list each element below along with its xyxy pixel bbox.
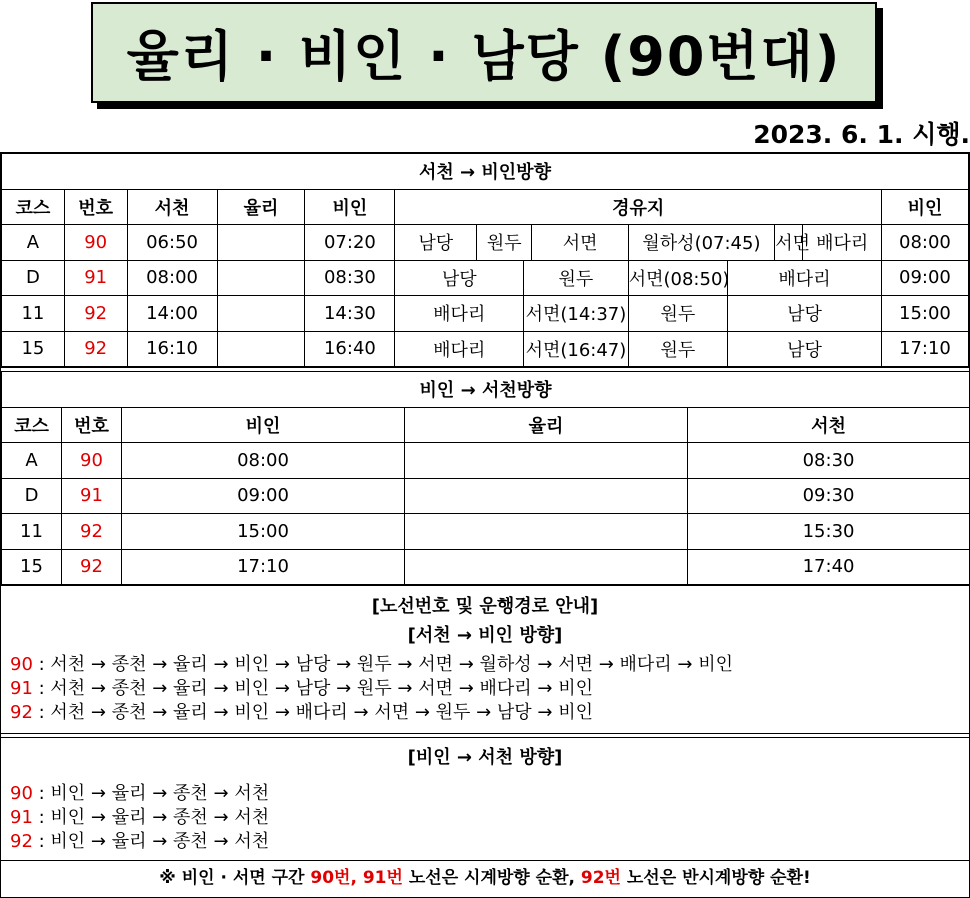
- route-number: 91: [62, 478, 122, 514]
- route-number: 90: [64, 225, 127, 261]
- col-number: 번호: [62, 407, 122, 443]
- route-line: 90 : 서천 → 종천 → 율리 → 비인 → 남당 → 원두 → 서면 → 월하성 → 서면 → 배다리 → 비인: [10, 654, 733, 675]
- page-title: 율리 · 비인 · 남당 (90번대): [126, 25, 842, 88]
- route-number: 91: [64, 260, 127, 296]
- guide-inbound-title: [비인 → 서천 방향]: [407, 747, 563, 768]
- col-course: 코스: [2, 407, 62, 443]
- table-row: 15 92 16:10 16:40 배다리 서면(16:47) 원두 남당 17:10: [2, 331, 969, 367]
- route-line: 91 : 서천 → 종천 → 율리 → 비인 → 남당 → 원두 → 서면 → 배다리 → 비인: [10, 678, 593, 699]
- table-row: D 91 08:00 08:30 남당 원두 서면(08:50) 배다리 09:00: [2, 260, 969, 296]
- col-course: 코스: [2, 189, 65, 225]
- route-number: 92: [10, 702, 33, 723]
- route-path: 서천 → 종천 → 율리 → 비인 → 배다리 → 서면 → 원두 → 남당 → 비인: [50, 702, 593, 723]
- route-number: 90: [10, 783, 33, 804]
- col-yulli: 율리: [217, 189, 305, 225]
- route-path: 비인 → 율리 → 종천 → 서천: [50, 831, 270, 852]
- route-number: 90: [10, 654, 33, 675]
- col-biin: 비인: [122, 407, 405, 443]
- route-guide: [1, 585, 969, 860]
- guide-title: [노선번호 및 운행경로 안내]: [371, 596, 599, 617]
- guide-outbound-title: [서천 → 비인 방향]: [407, 625, 563, 646]
- route-number: 92: [64, 331, 127, 367]
- col-yulli: 율리: [405, 407, 688, 443]
- title-banner: [91, 2, 877, 103]
- col-biin: 비인: [305, 189, 395, 225]
- route-number: 91: [10, 678, 33, 699]
- col-biin-end: 비인: [881, 189, 968, 225]
- route-number: 91: [10, 807, 33, 828]
- inbound-table: [1, 371, 970, 585]
- route-path: 서천 → 종천 → 율리 → 비인 → 남당 → 원두 → 서면 → 배다리 → 비인: [50, 678, 593, 699]
- route-line: 91 : 비인 → 율리 → 종천 → 서천: [10, 807, 270, 828]
- route-path: 서천 → 종천 → 율리 → 비인 → 남당 → 원두 → 서면 → 월하성 → 서면 → 배다리 → 비인: [50, 654, 733, 675]
- table-row: A 90 08:00 08:30: [2, 443, 970, 479]
- col-via: 경유지: [395, 189, 881, 225]
- timetable-frame: [0, 152, 970, 898]
- route-path: 비인 → 율리 → 종천 → 서천: [50, 807, 270, 828]
- route-number: 92: [62, 514, 122, 550]
- table-row: 11 92 14:00 14:30 배다리 서면(14:37) 원두 남당 15:00: [2, 296, 969, 332]
- route-path: 비인 → 율리 → 종천 → 서천: [50, 783, 270, 804]
- route-number: 92: [10, 831, 33, 852]
- inbound-heading: 비인 → 서천방향: [2, 372, 970, 408]
- outbound-heading: 서천 → 비인방향: [2, 154, 969, 190]
- table-row: A 90 06:50 07:20 남당 원두 서면 월하성(07:45) 서면 배다리 08:00: [2, 225, 969, 261]
- footnote: ※ 비인 · 서면 구간 90번, 91번 노선은 시계방향 순환, 92번 노선은 반시계방향 순환!: [1, 860, 969, 896]
- col-seocheon: 서천: [688, 407, 970, 443]
- route-number: 90: [62, 443, 122, 479]
- route-line: 92 : 서천 → 종천 → 율리 → 비인 → 배다리 → 서면 → 원두 → 남당 → 비인: [10, 702, 593, 723]
- col-number: 번호: [64, 189, 127, 225]
- route-line: 90 : 비인 → 율리 → 종천 → 서천: [10, 783, 270, 804]
- route-number: 92: [64, 296, 127, 332]
- table-row: 11 92 15:00 15:30: [2, 514, 970, 550]
- route-line: 92 : 비인 → 율리 → 종천 → 서천: [10, 831, 270, 852]
- outbound-table: [1, 153, 969, 367]
- col-seocheon: 서천: [127, 189, 217, 225]
- table-row: 15 92 17:10 17:40: [2, 549, 970, 585]
- route-number: 92: [62, 549, 122, 585]
- effective-date: 2023. 6. 1. 시행.: [753, 120, 970, 149]
- table-row: D 91 09:00 09:30: [2, 478, 970, 514]
